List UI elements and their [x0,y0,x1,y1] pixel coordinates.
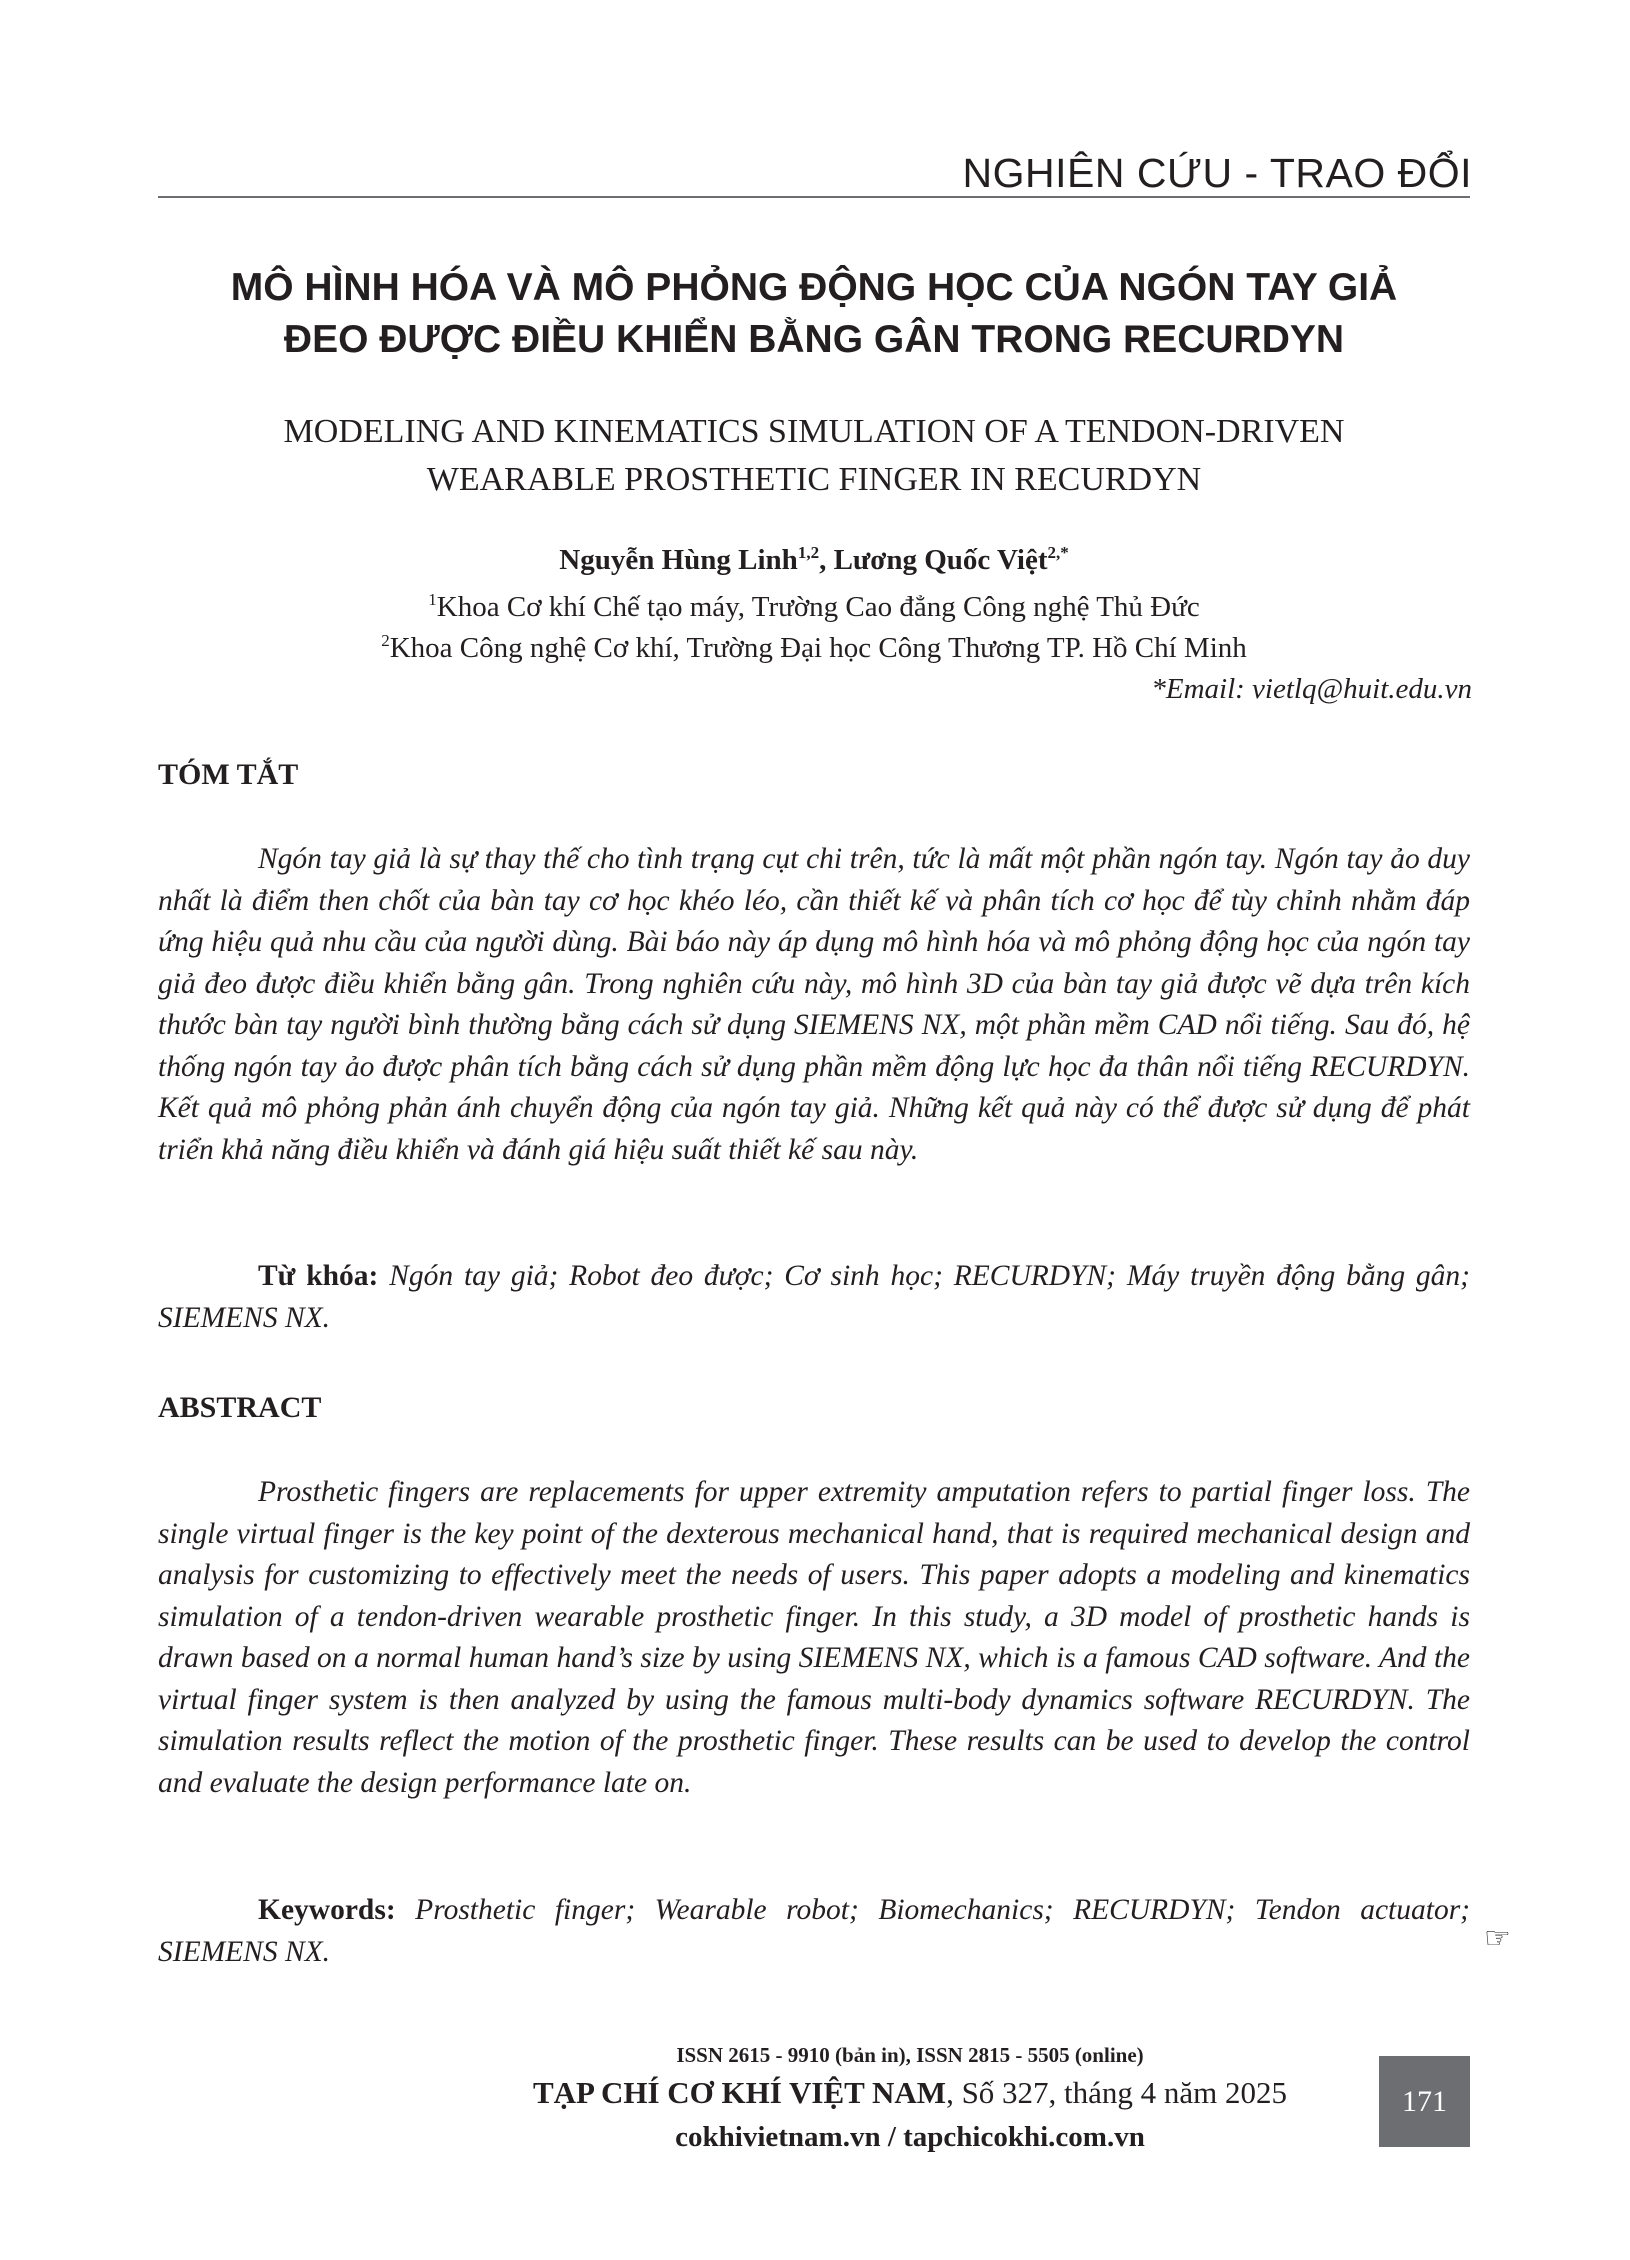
tomtat-keywords-text: Ngón tay giả; Robot đeo được; Cơ sinh học; RECURDYN; Máy truyền động bằng gân; SIEMENS NX. [158,1260,1471,1334]
footer-website: cokhivietnam.vn / tapchicokhi.com.vn [675,2121,1145,2153]
pointing-hand-icon: ☞ [1484,1922,1511,1955]
affiliation-2 [158,628,1470,668]
footer-issn: ISSN 2615 - 9910 (bản in), ISSN 2815 - 5505 (online) [676,2043,1144,2067]
section-label: NGHIÊN CỨU - TRAO ĐỔI [962,150,1472,196]
author-2: Lương Quốc Việt [833,544,1048,576]
affiliation-1-marker: 1 [428,590,437,609]
page-number: 171 [1379,2056,1470,2147]
author-1-affiliation: 1,2 [797,543,820,562]
tomtat-body: Ngón tay giả là sự thay thế cho tình trạng cụt chi trên, tức là mất một phần ngón tay. Ngón tay ảo duy nhất là điểm then chốt của bàn tay cơ học khéo léo, cần thiết kế và phân tích cơ học để tùy chỉnh nhằm đáp ứng hiệu quả nhu cầu của người dùng. Bài báo này áp dụng mô hình hóa và mô phỏng động học của ngón tay giả đeo được điều khiển bằng gân. Trong nghiên cứu này, mô hình 3D của bàn tay giả được vẽ dựa trên kích thước bàn tay người bình thường bằng cách sử dụng SIEMENS NX, một phần mềm CAD nổi tiếng. Sau đó, hệ thống ngón tay ảo được phân tích bằng cách sử dụng phần mềm động lực học đa thân nổi tiếng RECURDYN. Kết quả mô phỏng phản ánh chuyển động của ngón tay giả. Những kết quả này có thể được sử dụng để phát triển khả năng điều khiển và đánh giá hiệu suất thiết kế sau này. [158,843,1470,1166]
tomtat-keywords [158,1256,1470,1339]
title-en-line-1: MODELING AND KINEMATICS SIMULATION OF A TENDON-DRIVEN [283,413,1345,450]
title-vi-line-2: ĐEO ĐƯỢC ĐIỀU KHIỂN BẰNG GÂN TRONG RECURDYN [283,318,1345,361]
author-2-affiliation: 2,* [1047,543,1069,562]
tomtat-keywords-label: Từ khóa: [258,1260,379,1292]
author-separator: , [819,544,834,576]
abstract-heading: ABSTRACT [158,1391,322,1424]
abstract-keywords-text: Prosthetic finger; Wearable robot; Biomechanics; RECURDYN; Tendon actuator; SIEMENS NX. [158,1894,1470,1968]
affiliation-2-text: Khoa Công nghệ Cơ khí, Trường Đại học Công Thương TP. Hồ Chí Minh [389,632,1247,664]
author-list [158,540,1470,580]
journal-name: TẠP CHÍ CƠ KHÍ VIỆT NAM [532,2075,947,2110]
abstract-keywords-label: Keywords: [258,1894,396,1926]
author-1: Nguyễn Hùng Linh [559,544,798,576]
affiliation-1 [158,587,1470,627]
affiliation-1-text: Khoa Cơ khí Chế tạo máy, Trường Cao đẳng Công nghệ Thủ Đức [436,591,1200,623]
affiliation-2-marker: 2 [381,631,390,650]
title-vietnamese [158,262,1470,366]
header-rule [158,196,1470,198]
title-en-line-2: WEARABLE PROSTHETIC FINGER IN RECURDYN [426,461,1202,498]
title-english [158,408,1470,504]
abstract-body: Prosthetic fingers are replacements for upper extremity amputation refers to partial finger loss. The single virtual finger is the key point of the dexterous mechanical hand, that is required mechanical design and analysis for customizing to effectively meet the needs of users. This paper adopts a modeling and kinematics simulation of a tendon-driven wearable prosthetic finger. In this study, a 3D model of prosthetic hands is drawn based on a normal human hand’s size by using SIEMENS NX, which is a famous CAD software. And the virtual finger system is then analyzed by using the famous multi-body dynamics software RECURDYN. The simulation results reflect the motion of the prosthetic finger. These results can be used to develop the control and evaluate the design performance late on. [158,1476,1470,1799]
tomtat-heading: TÓM TẮT [158,758,299,791]
abstract-keywords [158,1890,1470,1973]
footer-journal [500,2072,1320,2114]
journal-issue: , Số 327, tháng 4 năm 2025 [946,2075,1288,2110]
corresponding-email: *Email: vietlq@huit.edu.vn [1151,673,1472,705]
title-vi-line-1: MÔ HÌNH HÓA VÀ MÔ PHỎNG ĐỘNG HỌC CỦA NGÓN TAY GIẢ [230,266,1398,309]
